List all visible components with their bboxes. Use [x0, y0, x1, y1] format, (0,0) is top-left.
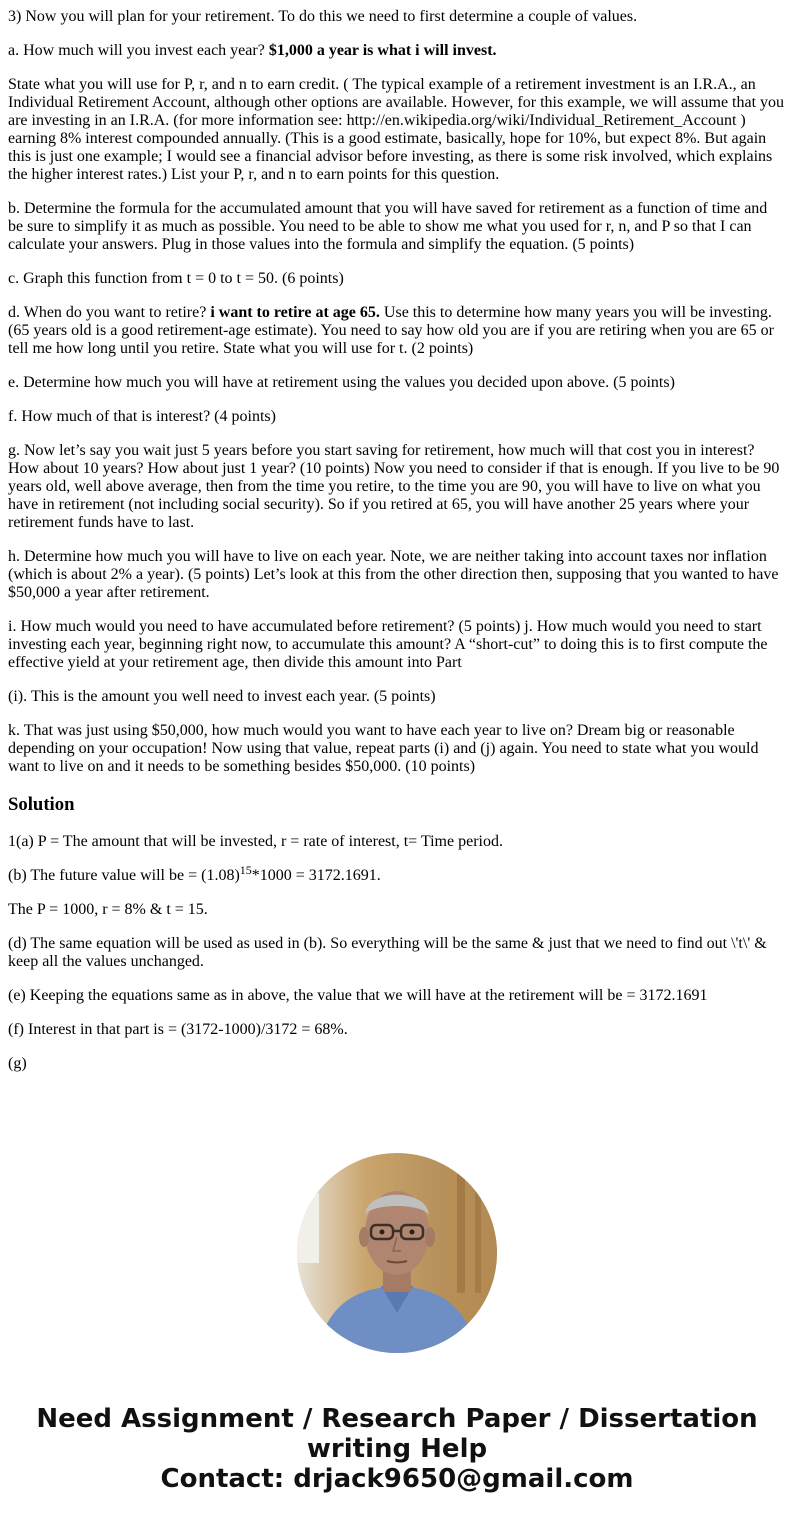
question-part-d: [8, 304, 786, 358]
solution-heading: Solution: [8, 794, 75, 815]
question-part-h: h. Determine how much you will have to live on each year. Note, we are neither taking into account taxes nor inflation (which is about 2% a year). (5 points) Let’s look at this from the other direction then, supposing that you wanted to have $50,000 a year after retirement.: [8, 548, 779, 601]
question-part-b: b. Determine the formula for the accumulated amount that you will have saved for retirement as a function of time and be sure to simplify it as much as possible. You need to be able to show me what you used for r, n, and P so that I can calculate your answers. Plug in those values into the formula and simplify the equation. (5 points): [8, 200, 768, 253]
question-part-a: [8, 42, 786, 60]
document-body: [8, 8, 786, 1089]
solution-line-d: (d) The same equation will be used as used in (b). So everything will be the same & just that we need to find out \'t\' & keep all the values unchanged.: [8, 935, 767, 970]
solution-b-exponent: 15: [239, 863, 252, 877]
promo-line-1: Need Assignment / Research Paper / Dissertation: [36, 1404, 758, 1434]
solution-line-f: (f) Interest in that part is = (3172-1000)/3172 = 68%.: [8, 1021, 348, 1038]
avatar-portrait-image: [297, 1153, 497, 1353]
solution-line-values: The P = 1000, r = 8% & t = 15.: [8, 901, 208, 918]
promo-contact: Contact: drjack9650@gmail.com: [160, 1464, 634, 1494]
promo-line-2: writing Help: [306, 1434, 488, 1464]
question-a-text: a. How much will you invest each year?: [8, 42, 269, 59]
promo-banner: [0, 1404, 794, 1494]
question-d-answer: i want to retire at age 65.: [210, 304, 380, 321]
question-part-k: k. That was just using $50,000, how much would you want to have each year to live on? Dream big or reasonable depending on your occupation! Now using that value, repeat parts (i) and (j) again. You need to state what you would want to live on and it needs to be something besides $50,000. (10 points): [8, 722, 759, 775]
question-d-text: d. When do you want to retire?: [8, 304, 211, 321]
question-part-f: f. How much of that is interest? (4 points): [8, 408, 276, 425]
author-avatar: [297, 1153, 497, 1353]
solution-b-result: *1000 = 3172.1691.: [251, 867, 381, 884]
solution-line-g: (g): [8, 1055, 27, 1072]
solution-b-text: (b) The future value will be = (1.08): [8, 867, 240, 884]
question-intro: 3) Now you will plan for your retirement. To do this we need to first determine a couple of values.: [8, 8, 638, 25]
question-part-e: e. Determine how much you will have at retirement using the values you decided upon above. (5 points): [8, 374, 675, 391]
question-part-c: c. Graph this function from t = 0 to t = 50. (6 points): [8, 270, 344, 287]
question-d-suffix: Use this to determine how many years you will be investing. (65 years old is a good retirement-age estimate). You need to say how old you are if you are retiring when you are 65 or tell me how long until you retire. State what you will use for t. (2 points): [8, 304, 774, 357]
solution-line-e: (e) Keeping the equations same as in above, the value that we will have at the retirement will be = 3172.1691: [8, 987, 708, 1004]
question-part-i: i. How much would you need to have accumulated before retirement? (5 points) j. How much would you need to start investing each year, beginning right now, to accumulate this amount? A “short-cut” to doing this is to first compute the effective yield at your retirement age, then divide this amount into Part: [8, 618, 768, 671]
question-a-answer: $1,000 a year is what i will invest.: [268, 42, 497, 59]
question-part-g: g. Now let’s say you wait just 5 years before you start saving for retirement, how much will that cost you in interest? How about 10 years? How about just 1 year? (10 points) Now you need to consider if that is enough. If you live to be 90 years old, well above average, then from the time you retire, to the time you are 90, you will have to live on what you have in retirement (not including social security). So if you retired at 65, you will have another 25 years where your retirement funds have to last.: [8, 442, 780, 531]
solution-line-b: [8, 863, 786, 885]
question-state-values: State what you will use for P, r, and n to earn credit. ( The typical example of a retirement investment is an I.R.A., an Individual Retirement Account, although other options are available. However, for this example, we will assume that you are investing in an I.R.A. (for more information see: http://en.wikipedia.org/wiki/Individual_Retirement_Account ) earning 8% interest compounded annually. (This is a good estimate, basically, hope for 10%, but expect 8%. But again this is just one example; I would see a financial advisor before investing, as there is some risk involved, which explains the higher interest rates.) List your P, r, and n to earn points for this question.: [8, 76, 785, 183]
question-part-i-continued: (i). This is the amount you well need to invest each year. (5 points): [8, 688, 436, 705]
solution-line-a: 1(a) P = The amount that will be invested, r = rate of interest, t= Time period.: [8, 833, 503, 850]
